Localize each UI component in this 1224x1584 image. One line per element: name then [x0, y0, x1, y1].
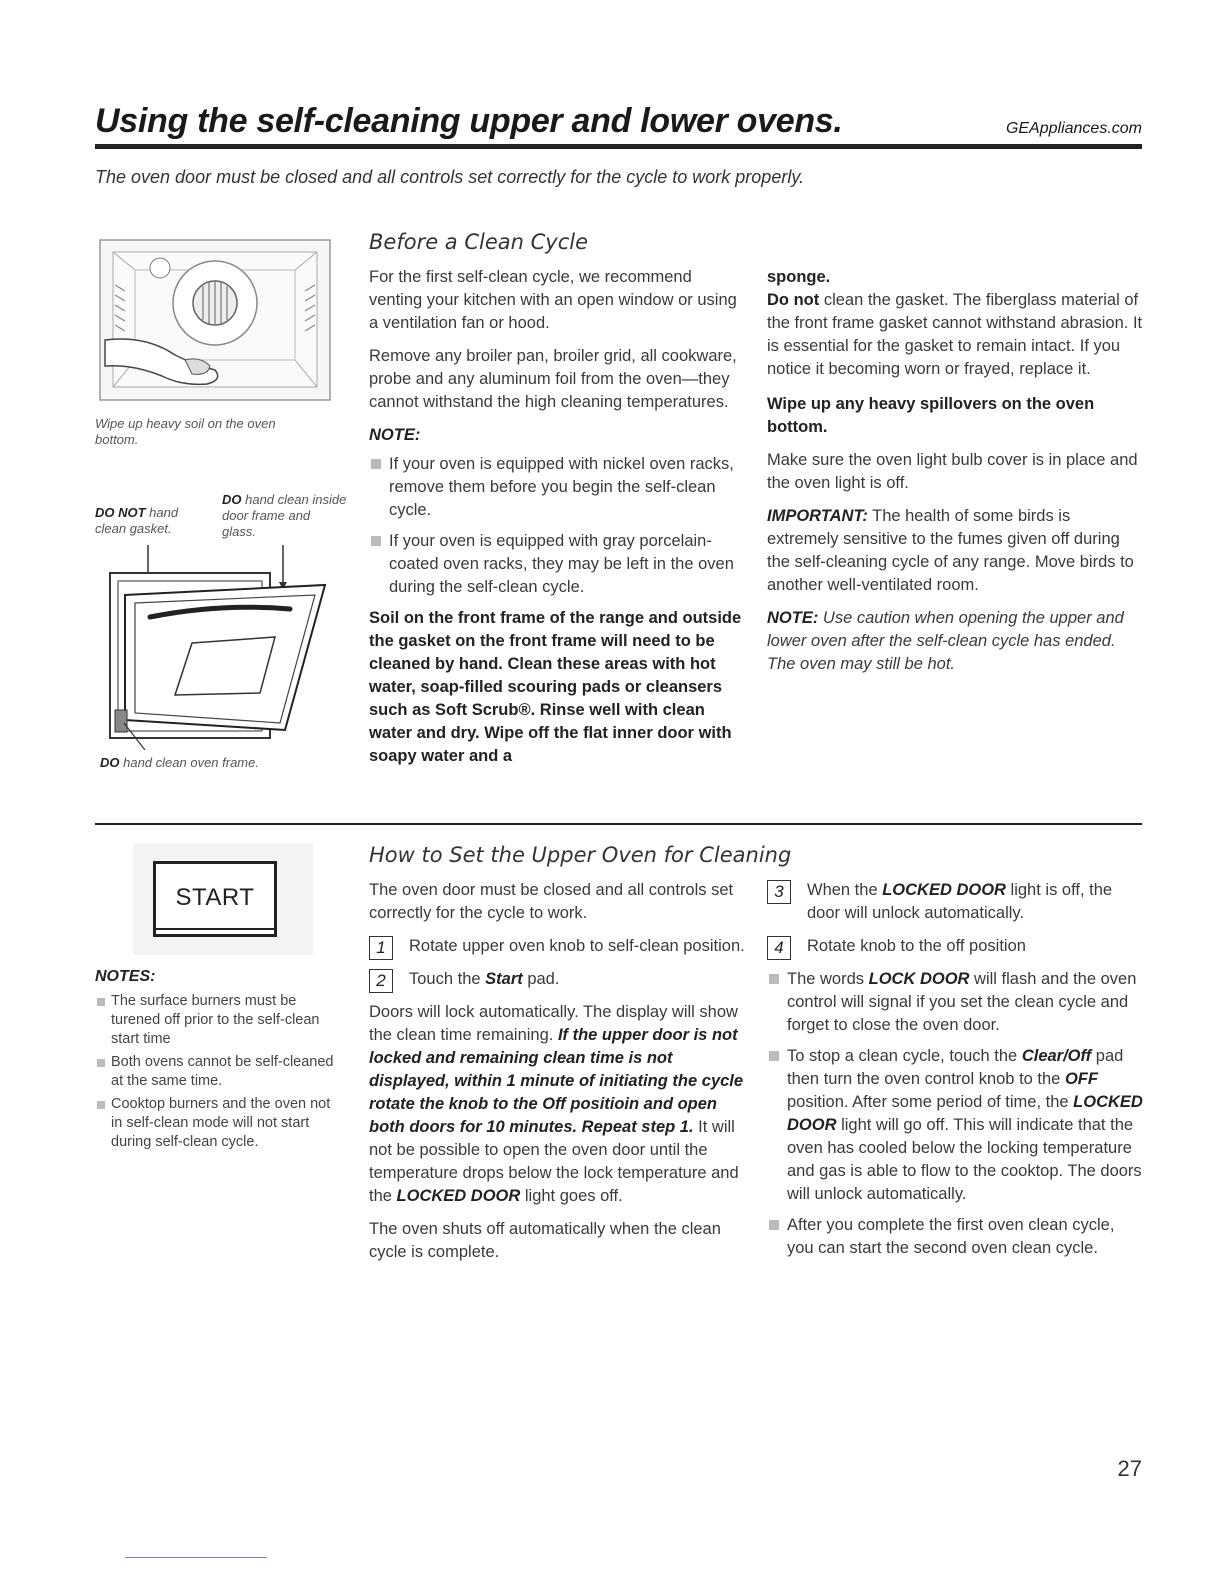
important-text: The health of some birds is extremely sensitive to the fumes given off during the self-cleaning cycle of any range. Move birds to another well-ventilated room. [767, 507, 1134, 594]
footer-line [125, 1557, 267, 1558]
step-1 [369, 935, 747, 958]
stop-cycle-mid1: pad then turn the oven control knob to the [787, 1047, 1124, 1088]
step-4-text: Rotate knob to the off position [807, 937, 1026, 955]
website-link[interactable]: GEAppliances.com [1005, 120, 1142, 137]
section-divider [95, 823, 1142, 825]
notes-label: NOTES: [95, 968, 156, 985]
step-2 [369, 968, 747, 991]
step-4-number: 4 [767, 936, 791, 960]
caution-note [767, 607, 1145, 676]
page-title: Using the self-cleaning upper and lower ovens. [95, 102, 843, 140]
wipe-caption: Wipe up heavy soil on the oven bottom. [95, 416, 276, 447]
stop-cycle-pre: To stop a clean cycle, touch the [787, 1047, 1022, 1065]
step-3 [767, 879, 1145, 925]
stop-cycle-bullet [767, 1045, 1145, 1206]
caution-note-label: NOTE: [767, 609, 819, 627]
stop-cycle-post: light will go off. This will indicate that the oven has cooled below the locking temperature and gas is able to flow to the cooktop. The doors will unlock automatically. [787, 1116, 1142, 1203]
ventilation-paragraph: For the first self-clean cycle, we recommend venting your kitchen with an open window or using a ventilation fan or hood. [369, 268, 737, 332]
page-number: 27 [1117, 1456, 1142, 1481]
start-pad-illustration [133, 843, 313, 955]
how-to-heading: How to Set the Upper Oven for Cleaning [369, 843, 792, 867]
step-4 [767, 935, 1145, 958]
lock-door-pre: The words [787, 970, 869, 988]
before-clean-heading: Before a Clean Cycle [369, 230, 589, 254]
note-label: NOTE: [369, 426, 421, 444]
how-to-column-1 [369, 879, 747, 1274]
gasket-paragraph [767, 289, 1145, 381]
door-label-gasket-text: hand clean gasket. [95, 505, 179, 536]
doors-lock-pre: Doors will lock automatically. The display will show the clean time remaining. [369, 1003, 738, 1044]
porcelain-racks-bullet: If your oven is equipped with gray porcelain-coated oven racks, they may be left in the oven during the self-clean cycle. [369, 530, 747, 599]
door-label-frame-glass [222, 492, 347, 540]
oven-light-paragraph: Make sure the oven light bulb cover is in place and the oven light is off. [767, 451, 1138, 492]
second-oven-bullet: After you complete the first oven clean cycle, you can start the second oven clean cycle. [767, 1214, 1145, 1260]
stop-cycle-mid2: position. After some period of time, the [787, 1093, 1074, 1111]
door-label-frame-glass-text: hand clean inside door frame and glass. [222, 492, 347, 539]
lock-door-emph: LOCK DOOR [868, 970, 970, 988]
do-not-emph: Do not [767, 291, 820, 309]
note-both-ovens: Both ovens cannot be self-cleaned at the same time. [95, 1053, 335, 1091]
doors-lock-mid: It will not be possible to open the oven door until the temperature drops below the lock temperature and the [369, 1118, 739, 1205]
step-2-start-emph: Start [485, 970, 523, 988]
doors-lock-emph: If the upper door is not locked and remaining clean time is not displayed, within 1 minute of initiating the cycle rotate the knob to the Off positioin and open both doors for 10 minutes. Repeat step 1. [369, 1026, 744, 1136]
remove-cookware-paragraph: Remove any broiler pan, broiler grid, all cookware, probe and any aluminum foil from the oven—they cannot withstand the high cleaning temperatures. [369, 347, 737, 411]
wipe-spillovers-heading: Wipe up any heavy spillovers on the oven bottom. [767, 395, 1095, 436]
shuts-off-paragraph: The oven shuts off automatically when the clean cycle is complete. [369, 1220, 721, 1261]
stop-cycle-locked-door-emph: LOCKED DOOR [787, 1093, 1143, 1134]
lock-door-post: will flash and the oven control will signal if you set the clean cycle and forget to close the oven door. [787, 970, 1137, 1034]
step-1-text: Rotate upper oven knob to self-clean position. [409, 937, 745, 955]
door-label-gasket [95, 505, 210, 537]
frame-caption-text: hand clean oven frame. [119, 755, 259, 770]
lock-door-flash-bullet [767, 968, 1145, 1037]
doors-lock-post: light goes off. [520, 1187, 623, 1205]
doors-lock-paragraph [369, 1001, 747, 1208]
clear-off-emph: Clear/Off [1021, 1047, 1092, 1065]
oven-door-drawing [100, 545, 340, 750]
step-2-number: 2 [369, 969, 393, 993]
start-pad-frame [153, 861, 277, 937]
step-3-locked-door-emph: LOCKED DOOR [882, 881, 1006, 899]
step-3-number: 3 [767, 880, 791, 904]
start-pad-underline [153, 928, 277, 930]
important-label: IMPORTANT: [767, 507, 868, 525]
step-3-pre: When the [807, 881, 883, 899]
note-cooktop-burners: Cooktop burners and the oven not in self-clean mode will not start during self-clean cycle. [95, 1095, 335, 1152]
caution-note-text: Use caution when opening the upper and lower oven after the self-clean cycle has ended. The oven may still be hot. [767, 609, 1124, 673]
gasket-text: clean the gasket. The fiberglass material of the front frame gasket cannot withstand abrasion. It is essential for the gasket to remain intact. If you notice it becoming worn or frayed, replace it. [767, 291, 1143, 378]
page-subtitle: The oven door must be closed and all controls set correctly for the cycle to work properly. [95, 167, 804, 187]
before-clean-column-1 [369, 266, 747, 768]
front-frame-paragraph: Soil on the front frame of the range and outside the gasket on the front frame will need to be cleaned by hand. Clean these areas with hot water, soap-filled scouring pads or cleansers such as Soft Scrub®. Rinse well with clean water and dry. Wipe off the flat inner door with soapy water and a [369, 609, 742, 765]
oven-interior-illustration [95, 230, 335, 405]
locked-door-emph: LOCKED DOOR [396, 1187, 521, 1205]
start-pad-label: START [175, 884, 255, 911]
step-2-pre: Touch the [409, 970, 486, 988]
notes-section [95, 968, 335, 1156]
sponge-text: sponge. [767, 268, 831, 286]
off-emph: OFF [1064, 1070, 1098, 1088]
before-clean-column-2 [767, 266, 1145, 686]
nickel-racks-bullet: If your oven is equipped with nickel oven racks, remove them before you begin the self-clean cycle. [369, 453, 747, 522]
step-2-post: pad. [522, 970, 560, 988]
oven-wipe-drawing [95, 230, 335, 405]
important-paragraph [767, 505, 1145, 597]
step-1-number: 1 [369, 936, 393, 960]
door-label-frame-glass-emph: DO [222, 492, 242, 507]
frame-caption-emph: DO [100, 755, 120, 770]
how-to-column-2 [767, 879, 1145, 1268]
step-3-post: light is off, the door will unlock automatically. [807, 881, 1113, 922]
frame-caption [100, 755, 320, 771]
oven-door-illustration [100, 545, 340, 750]
header-rule [95, 144, 1142, 149]
note-surface-burners: The surface burners must be turened off prior to the self-clean start time [95, 992, 335, 1049]
door-label-gasket-emph: DO NOT [95, 505, 146, 520]
how-to-intro: The oven door must be closed and all controls set correctly for the cycle to work. [369, 881, 734, 922]
